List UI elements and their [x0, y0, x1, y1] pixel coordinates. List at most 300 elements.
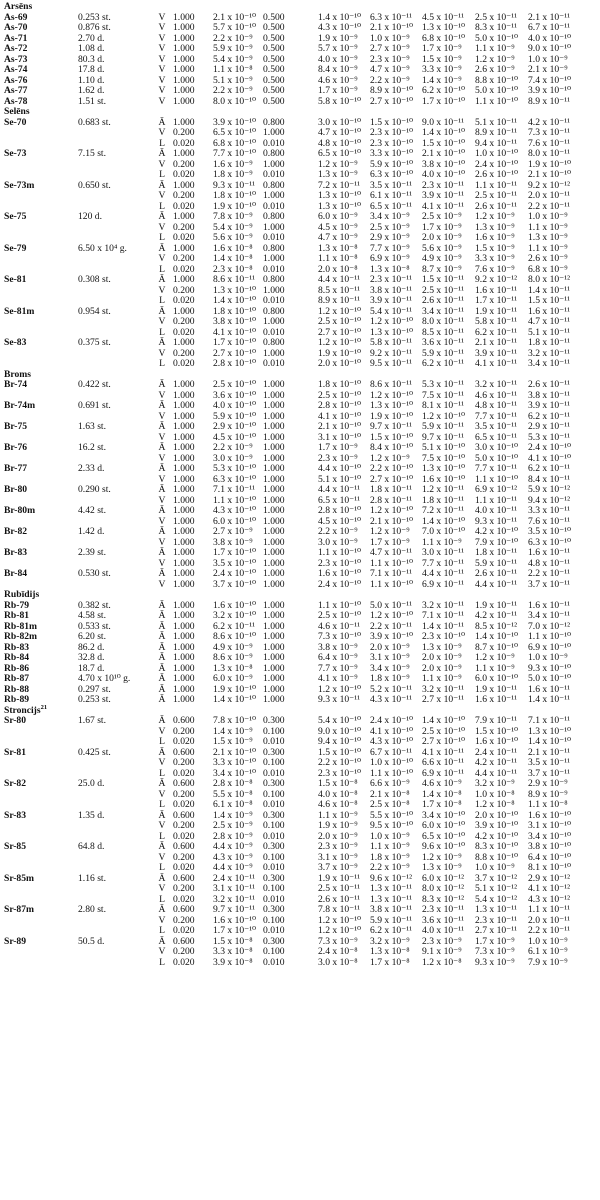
f1-infant: 1.000 — [173, 547, 195, 558]
dose-coefficient-infant: 2.1 x 10⁻¹⁰ — [213, 11, 256, 23]
dose-coefficient-age-10: 5.3 x 10⁻¹¹ — [422, 379, 464, 390]
dose-coefficient-age-15: 3.9 x 10⁻¹⁰ — [475, 820, 518, 831]
f1-adult: 1.000 — [263, 347, 285, 359]
f1-adult: 1.000 — [263, 599, 285, 611]
f1-infant: 0.200 — [173, 883, 195, 894]
half-life: 0.422 st. — [78, 379, 111, 390]
nuclide-name: Sr-80 — [4, 715, 27, 726]
table-row — [0, 97, 600, 108]
dose-coefficient-adult: 1.6 x 10⁻¹¹ — [528, 305, 570, 317]
f1-infant: 0.200 — [173, 158, 195, 170]
f1-infant: 1.000 — [173, 463, 195, 474]
f1-adult: 1.000 — [263, 190, 285, 201]
dose-coefficient-infant: 3.4 x 10⁻¹⁰ — [213, 767, 256, 779]
dose-coefficient-age-10: 3.2 x 10⁻¹¹ — [422, 599, 464, 611]
f1-infant: 0.020 — [173, 232, 195, 243]
dose-coefficient-age-10: 2.1 x 10⁻¹⁰ — [422, 148, 465, 159]
dose-coefficient-age-5: 5.9 x 10⁻¹⁰ — [370, 158, 413, 170]
dose-coefficient-adult: 4.0 x 10⁻¹⁰ — [528, 32, 571, 44]
f1-infant: 1.000 — [173, 85, 195, 96]
f1-adult: 0.800 — [263, 337, 285, 348]
dose-coefficient-age-10: 5.9 x 10⁻¹¹ — [422, 347, 464, 359]
f1-adult: 1.000 — [263, 547, 285, 558]
absorption-class: L — [159, 137, 165, 149]
half-life: 1.16 st. — [78, 872, 106, 884]
dose-coefficient-age-10: 1.7 x 10⁻⁹ — [422, 43, 462, 54]
dose-coefficient-age-10: 7.1 x 10⁻¹¹ — [422, 610, 464, 621]
dose-coefficient-age-15: 8.7 x 10⁻¹⁰ — [475, 641, 518, 653]
dose-coefficient-age-5: 1.1 x 10⁻¹⁰ — [370, 557, 413, 569]
half-life: 64.8 d. — [78, 841, 105, 852]
dose-coefficient-age-5: 1.8 x 10⁻⁹ — [370, 851, 410, 863]
dose-coefficient-age-1: 6.5 x 10⁻¹¹ — [318, 494, 360, 506]
dose-coefficient-age-15: 1.8 x 10⁻¹¹ — [475, 547, 517, 558]
dose-coefficient-infant: 8.6 x 10⁻¹⁰ — [213, 631, 256, 642]
table-row — [0, 737, 600, 748]
dose-coefficient-age-15: 4.2 x 10⁻¹¹ — [475, 610, 517, 621]
f1-adult: 0.010 — [263, 200, 285, 212]
dose-coefficient-infant: 3.3 x 10⁻⁸ — [213, 946, 253, 957]
absorption-class: V — [158, 452, 166, 464]
dose-coefficient-age-15: 8.8 x 10⁻¹⁰ — [475, 74, 518, 86]
table-row — [0, 359, 600, 370]
absorption-class: V — [158, 253, 166, 264]
f1-adult: 1.000 — [263, 568, 285, 579]
f1-adult: 1.000 — [263, 316, 285, 327]
dose-coefficient-age-15: 1.6 x 10⁻¹¹ — [475, 284, 517, 296]
f1-infant: 1.000 — [173, 473, 195, 485]
f1-adult: 0.800 — [263, 148, 285, 159]
absorption-class: V — [158, 32, 166, 44]
absorption-class: V — [158, 127, 166, 138]
absorption-class: L — [159, 956, 165, 968]
nuclide-group — [0, 485, 600, 506]
dose-coefficient-age-5: 1.0 x 10⁻⁹ — [370, 32, 410, 44]
dose-coefficient-adult: 4.1 x 10⁻¹⁰ — [528, 452, 571, 464]
f1-adult: 1.000 — [263, 473, 285, 485]
f1-adult: 0.500 — [263, 11, 285, 23]
dose-coefficient-age-10: 1.2 x 10⁻⁹ — [422, 851, 462, 863]
dose-coefficient-age-1: 8.5 x 10⁻¹¹ — [318, 284, 360, 296]
absorption-class: L — [159, 799, 165, 810]
dose-coefficient-infant: 4.4 x 10⁻⁹ — [213, 862, 253, 873]
f1-infant: 1.000 — [173, 179, 195, 191]
nuclide-name: Sr-81 — [4, 746, 27, 758]
dose-coefficient-age-5: 4.3 x 10⁻¹⁰ — [370, 736, 413, 747]
nuclide-group — [0, 653, 600, 664]
table-row — [0, 506, 600, 517]
dose-coefficient-infant: 1.6 x 10⁻⁹ — [213, 158, 253, 170]
dose-coefficient-age-1: 1.6 x 10⁻¹⁰ — [318, 568, 361, 579]
dose-coefficient-age-1: 7.3 x 10⁻⁹ — [318, 935, 358, 947]
dose-coefficient-age-10: 1.1 x 10⁻⁹ — [422, 536, 462, 548]
dose-coefficient-age-15: 6.5 x 10⁻¹¹ — [475, 431, 517, 443]
dose-coefficient-age-1: 1.2 x 10⁻¹⁰ — [318, 305, 361, 317]
dose-coefficient-age-1: 5.1 x 10⁻¹⁰ — [318, 473, 361, 485]
f1-adult: 0.010 — [263, 736, 285, 747]
dose-coefficient-age-10: 1.6 x 10⁻¹⁰ — [422, 473, 465, 485]
dose-coefficient-adult: 2.6 x 10⁻¹¹ — [528, 379, 570, 390]
absorption-class: Ā — [158, 662, 166, 674]
dose-coefficient-age-5: 8.6 x 10⁻¹¹ — [370, 379, 412, 390]
table-row — [0, 905, 600, 916]
dose-coefficient-age-5: 7.7 x 10⁻⁹ — [370, 242, 410, 254]
dose-coefficient-age-10: 3.6 x 10⁻¹¹ — [422, 337, 464, 348]
f1-adult: 0.300 — [263, 872, 285, 884]
dose-coefficient-infant: 3.8 x 10⁻⁹ — [213, 536, 253, 548]
dose-coefficient-adult: 2.9 x 10⁻¹¹ — [528, 421, 570, 432]
dose-coefficient-age-10: 4.1 x 10⁻¹¹ — [422, 746, 464, 758]
f1-infant: 1.000 — [173, 557, 195, 569]
dose-coefficient-adult: 6.2 x 10⁻¹¹ — [528, 410, 570, 422]
table-row — [0, 611, 600, 622]
dose-coefficient-age-5: 1.8 x 10⁻¹¹ — [370, 484, 412, 495]
dose-coefficient-age-1: 2.2 x 10⁻⁹ — [318, 526, 358, 537]
dose-coefficient-age-15: 2.3 x 10⁻¹¹ — [475, 914, 517, 926]
dose-coefficient-age-5: 8.4 x 10⁻¹⁰ — [370, 442, 413, 453]
f1-adult: 0.100 — [263, 946, 285, 957]
nuclide-group — [0, 44, 600, 55]
absorption-class: V — [158, 190, 166, 201]
f1-adult: 0.010 — [263, 830, 285, 842]
dose-coefficient-age-15: 5.0 x 10⁻¹⁰ — [475, 85, 518, 96]
dose-coefficient-infant: 2.7 x 10⁻¹⁰ — [213, 347, 256, 359]
dose-coefficient-age-5: 7.1 x 10⁻¹¹ — [370, 568, 412, 579]
dose-coefficient-age-10: 2.6 x 10⁻¹¹ — [422, 295, 464, 306]
dose-coefficient-age-15: 2.1 x 10⁻¹¹ — [475, 337, 517, 348]
nuclide-group — [0, 97, 600, 108]
f1-adult: 1.000 — [263, 641, 285, 653]
dose-coefficient-age-5: 3.9 x 10⁻¹⁰ — [370, 631, 413, 642]
absorption-class: V — [158, 473, 166, 485]
f1-adult: 1.000 — [263, 463, 285, 474]
dose-coefficient-age-15: 7.7 x 10⁻¹¹ — [475, 410, 517, 422]
absorption-class: Ā — [158, 652, 166, 663]
dose-coefficient-age-15: 1.1 x 10⁻¹⁰ — [475, 95, 518, 107]
table-row — [0, 580, 600, 591]
dose-coefficient-age-10: 1.8 x 10⁻¹¹ — [422, 494, 464, 506]
dose-coefficient-age-15: 8.9 x 10⁻¹¹ — [475, 127, 517, 138]
dose-coefficient-age-15: 6.0 x 10⁻¹⁰ — [475, 673, 518, 684]
absorption-class: Ā — [158, 620, 166, 632]
dose-coefficient-adult: 6.9 x 10⁻¹⁰ — [528, 641, 571, 653]
dose-coefficient-age-5: 1.0 x 10⁻¹⁰ — [370, 757, 413, 768]
dose-coefficient-age-1: 2.0 x 10⁻¹⁰ — [318, 358, 361, 369]
nuclide-group — [0, 716, 600, 748]
dose-coefficient-age-1: 1.9 x 10⁻⁹ — [318, 32, 358, 44]
dose-coefficient-age-10: 1.7 x 10⁻⁸ — [422, 799, 462, 810]
nuclide-name: Se-83 — [4, 337, 27, 348]
f1-adult: 0.500 — [263, 53, 285, 65]
f1-infant: 1.000 — [173, 400, 195, 411]
dose-coefficient-age-10: 1.4 x 10⁻¹⁰ — [422, 127, 465, 138]
dose-coefficient-age-1: 3.8 x 10⁻⁹ — [318, 641, 358, 653]
absorption-class: Ā — [158, 526, 166, 537]
dose-coefficient-infant: 5.6 x 10⁻⁹ — [213, 232, 253, 243]
dose-coefficient-age-15: 2.6 x 10⁻¹¹ — [475, 200, 517, 212]
dose-coefficient-adult: 8.4 x 10⁻¹¹ — [528, 473, 570, 485]
half-life: 0.253 st. — [78, 11, 111, 23]
half-life: 1.62 d. — [78, 85, 105, 96]
dose-coefficient-infant: 2.2 x 10⁻⁹ — [213, 32, 253, 44]
element-heading — [0, 590, 600, 601]
absorption-class: Ā — [158, 715, 166, 726]
dose-coefficient-infant: 2.2 x 10⁻⁹ — [213, 442, 253, 453]
dose-coefficient-infant: 8.6 x 10⁻⁹ — [213, 652, 253, 663]
dose-coefficient-age-10: 1.7 x 10⁻⁹ — [422, 221, 462, 233]
f1-infant: 1.000 — [173, 389, 195, 401]
dose-coefficient-infant: 5.4 x 10⁻⁹ — [213, 221, 253, 233]
absorption-class: V — [158, 389, 166, 401]
table-row — [0, 800, 600, 811]
f1-adult: 0.100 — [263, 851, 285, 863]
dose-coefficient-age-15: 7.7 x 10⁻¹¹ — [475, 463, 517, 474]
dose-coefficient-age-5: 4.7 x 10⁻⁹ — [370, 64, 410, 75]
dose-coefficient-age-15: 4.2 x 10⁻¹¹ — [475, 757, 517, 768]
dose-coefficient-age-10: 2.0 x 10⁻⁹ — [422, 662, 462, 674]
dose-coefficient-adult: 2.1 x 10⁻¹¹ — [528, 11, 570, 23]
f1-adult: 1.000 — [263, 578, 285, 590]
dose-coefficient-age-10: 1.5 x 10⁻¹⁰ — [422, 137, 465, 149]
half-life: 0.533 st. — [78, 620, 111, 632]
dose-coefficient-age-10: 1.3 x 10⁻⁹ — [422, 862, 462, 873]
absorption-class: Ā — [158, 872, 166, 884]
dose-coefficient-adult: 1.6 x 10⁻¹¹ — [528, 599, 570, 611]
nuclide-name: Br-75 — [4, 421, 28, 432]
dose-coefficient-age-5: 5.8 x 10⁻¹¹ — [370, 337, 412, 348]
dose-coefficient-age-15: 1.9 x 10⁻¹¹ — [475, 305, 517, 317]
dose-coefficient-age-5: 2.1 x 10⁻¹⁰ — [370, 22, 413, 33]
absorption-class: Ā — [158, 694, 166, 705]
dose-coefficient-adult: 1.0 x 10⁻⁹ — [528, 211, 568, 222]
dose-coefficient-adult: 6.3 x 10⁻¹⁰ — [528, 536, 571, 548]
dose-coefficient-age-5: 2.2 x 10⁻⁹ — [370, 74, 410, 86]
nuclide-group — [0, 275, 600, 307]
dose-coefficient-age-10: 2.3 x 10⁻⁹ — [422, 935, 462, 947]
dose-coefficient-age-10: 1.7 x 10⁻¹⁰ — [422, 95, 465, 107]
dose-coefficient-adult: 1.8 x 10⁻¹¹ — [528, 337, 570, 348]
f1-adult: 0.500 — [263, 95, 285, 107]
f1-infant: 1.000 — [173, 95, 195, 107]
f1-infant: 0.020 — [173, 925, 195, 936]
dose-coefficient-age-5: 2.8 x 10⁻¹¹ — [370, 494, 412, 506]
dose-coefficient-age-1: 2.2 x 10⁻¹⁰ — [318, 757, 361, 768]
dose-coefficient-age-5: 1.2 x 10⁻¹⁰ — [370, 316, 413, 327]
absorption-class: L — [159, 295, 165, 306]
dose-coefficient-age-15: 4.2 x 10⁻¹⁰ — [475, 830, 518, 842]
absorption-class: V — [158, 757, 166, 768]
dose-coefficient-age-1: 4.5 x 10⁻¹⁰ — [318, 515, 361, 527]
f1-infant: 0.200 — [173, 757, 195, 768]
absorption-class: L — [159, 326, 165, 338]
f1-infant: 0.200 — [173, 221, 195, 233]
dose-coefficient-age-15: 1.7 x 10⁻¹¹ — [475, 295, 517, 306]
f1-adult: 0.010 — [263, 799, 285, 810]
dose-coefficient-adult: 2.0 x 10⁻¹¹ — [528, 914, 570, 926]
dose-coefficient-age-1: 7.8 x 10⁻¹¹ — [318, 904, 360, 915]
dose-coefficient-age-1: 5.7 x 10⁻⁹ — [318, 43, 358, 54]
dose-coefficient-infant: 1.1 x 10⁻¹⁰ — [213, 494, 256, 506]
f1-adult: 1.000 — [263, 389, 285, 401]
absorption-class: V — [158, 95, 166, 107]
dose-coefficient-age-10: 6.9 x 10⁻¹¹ — [422, 578, 464, 590]
half-life: 0.308 st. — [78, 274, 111, 285]
dose-coefficient-age-10: 2.5 x 10⁻¹⁰ — [422, 725, 465, 737]
dose-coefficient-age-15: 2.6 x 10⁻⁹ — [475, 64, 515, 75]
dose-coefficient-age-10: 8.1 x 10⁻¹¹ — [422, 400, 464, 411]
f1-adult: 0.010 — [263, 295, 285, 306]
dose-coefficient-infant: 7.8 x 10⁻¹⁰ — [213, 715, 256, 726]
dose-coefficient-age-15: 7.9 x 10⁻¹¹ — [475, 715, 517, 726]
dose-coefficient-age-5: 3.1 x 10⁻⁹ — [370, 652, 410, 663]
dose-coefficient-age-15: 1.0 x 10⁻⁹ — [475, 862, 515, 873]
dose-coefficient-age-10: 8.3 x 10⁻¹² — [422, 893, 464, 905]
dose-coefficient-age-1: 4.7 x 10⁻⁹ — [318, 232, 358, 243]
dose-coefficient-infant: 2.5 x 10⁻⁹ — [213, 820, 253, 831]
nuclide-name: Br-76 — [4, 442, 28, 453]
dose-coefficient-adult: 9.2 x 10⁻¹² — [528, 179, 570, 191]
dose-coefficient-infant: 6.3 x 10⁻¹⁰ — [213, 473, 256, 485]
absorption-class: Ā — [158, 809, 166, 821]
dose-coefficient-age-10: 1.2 x 10⁻¹¹ — [422, 484, 464, 495]
dose-coefficient-age-5: 1.7 x 10⁻⁹ — [370, 536, 410, 548]
dose-coefficient-age-1: 1.1 x 10⁻¹⁰ — [318, 547, 361, 558]
dose-coefficient-age-5: 9.5 x 10⁻¹⁰ — [370, 820, 413, 831]
dose-coefficient-age-1: 2.3 x 10⁻¹⁰ — [318, 767, 361, 779]
dose-coefficient-age-1: 4.4 x 10⁻¹¹ — [318, 484, 360, 495]
dose-coefficient-age-15: 1.5 x 10⁻¹⁰ — [475, 725, 518, 737]
nuclide-name: Br-74m — [4, 400, 36, 411]
dose-coefficient-age-15: 1.0 x 10⁻⁸ — [475, 788, 515, 800]
nuclide-name: Sr-83 — [4, 809, 27, 821]
f1-infant: 1.000 — [173, 452, 195, 464]
dose-coefficient-age-1: 3.7 x 10⁻⁹ — [318, 862, 358, 873]
dose-coefficient-age-1: 1.1 x 10⁻⁹ — [318, 809, 358, 821]
dose-coefficient-infant: 3.2 x 10⁻¹⁰ — [213, 610, 256, 621]
dose-coefficient-infant: 2.4 x 10⁻¹⁰ — [213, 568, 256, 579]
absorption-class: L — [159, 232, 165, 243]
nuclide-name: As-76 — [4, 74, 28, 86]
dose-coefficient-age-10: 3.9 x 10⁻¹¹ — [422, 190, 464, 201]
dose-coefficient-adult: 2.2 x 10⁻¹¹ — [528, 925, 570, 936]
f1-infant: 0.020 — [173, 956, 195, 968]
half-life: 0.297 st. — [78, 683, 111, 695]
f1-infant: 0.020 — [173, 358, 195, 369]
f1-infant: 1.000 — [173, 43, 195, 54]
dose-coefficient-adult: 1.0 x 10⁻⁹ — [528, 935, 568, 947]
f1-infant: 1.000 — [173, 578, 195, 590]
dose-coefficient-age-1: 5.8 x 10⁻¹⁰ — [318, 95, 361, 107]
nuclide-group — [0, 443, 600, 464]
element-heading — [0, 2, 600, 13]
dose-coefficient-adult: 9.4 x 10⁻¹² — [528, 494, 570, 506]
dose-coefficient-adult: 3.7 x 10⁻¹¹ — [528, 578, 570, 590]
table-row — [0, 674, 600, 685]
dose-coefficient-infant: 4.1 x 10⁻¹⁰ — [213, 326, 256, 338]
dose-coefficient-age-5: 3.9 x 10⁻¹¹ — [370, 295, 412, 306]
dose-coefficient-age-10: 8.7 x 10⁻⁹ — [422, 263, 462, 275]
absorption-class: Ā — [158, 379, 166, 390]
f1-adult: 0.010 — [263, 326, 285, 338]
nuclide-group — [0, 23, 600, 34]
dose-coefficient-infant: 1.5 x 10⁻⁹ — [213, 736, 253, 747]
table-row — [0, 842, 600, 853]
dose-coefficient-age-10: 1.4 x 10⁻⁹ — [422, 74, 462, 86]
f1-infant: 1.000 — [173, 274, 195, 285]
absorption-class: Ā — [158, 274, 166, 285]
dose-coefficient-age-15: 1.9 x 10⁻¹¹ — [475, 683, 517, 695]
dose-coefficient-age-1: 1.9 x 10⁻¹¹ — [318, 872, 360, 884]
table-row — [0, 947, 600, 958]
dose-coefficient-infant: 4.3 x 10⁻¹⁰ — [213, 505, 256, 516]
dose-coefficient-age-10: 1.2 x 10⁻¹⁰ — [422, 410, 465, 422]
nuclide-name: Rb-81 — [4, 610, 30, 621]
dose-coefficient-infant: 2.5 x 10⁻¹⁰ — [213, 379, 256, 390]
dose-coefficient-infant: 3.9 x 10⁻¹⁰ — [213, 116, 256, 128]
dose-coefficient-age-10: 3.6 x 10⁻¹¹ — [422, 914, 464, 926]
dose-coefficient-infant: 5.5 x 10⁻⁸ — [213, 788, 253, 800]
dose-coefficient-adult: 3.5 x 10⁻¹⁰ — [528, 526, 571, 537]
dose-coefficient-age-5: 1.1 x 10⁻⁹ — [370, 841, 410, 852]
dose-coefficient-age-5: 1.2 x 10⁻⁹ — [370, 526, 410, 537]
f1-infant: 0.020 — [173, 893, 195, 905]
nuclide-name: Rb-88 — [4, 683, 30, 695]
f1-adult: 1.000 — [263, 127, 285, 138]
absorption-class: Ā — [158, 568, 166, 579]
f1-infant: 1.000 — [173, 505, 195, 516]
nuclide-name: Rb-89 — [4, 694, 30, 705]
dose-coefficient-age-10: 7.5 x 10⁻¹⁰ — [422, 452, 465, 464]
absorption-class: Ā — [158, 211, 166, 222]
nuclide-name: Sr-87m — [4, 904, 35, 915]
dose-coefficient-age-5: 9.6 x 10⁻¹² — [370, 872, 412, 884]
f1-infant: 1.000 — [173, 494, 195, 506]
dose-coefficient-infant: 1.5 x 10⁻⁸ — [213, 935, 253, 947]
absorption-class: V — [158, 53, 166, 65]
table-row — [0, 863, 600, 874]
dose-coefficient-age-5: 2.3 x 10⁻⁹ — [370, 53, 410, 65]
dose-coefficient-age-5: 1.8 x 10⁻⁹ — [370, 673, 410, 684]
dose-coefficient-age-1: 6.5 x 10⁻¹⁰ — [318, 148, 361, 159]
table-row — [0, 485, 600, 496]
nuclide-group — [0, 527, 600, 548]
half-life: 4.58 st. — [78, 610, 106, 621]
absorption-class: L — [159, 358, 165, 369]
table-row — [0, 926, 600, 937]
dose-coefficient-age-5: 6.2 x 10⁻¹¹ — [370, 925, 412, 936]
dose-coefficient-age-15: 1.1 x 10⁻¹¹ — [475, 494, 517, 506]
dose-coefficient-age-15: 8.3 x 10⁻¹⁰ — [475, 841, 518, 852]
f1-infant: 1.000 — [173, 431, 195, 443]
dose-coefficient-infant: 5.3 x 10⁻¹⁰ — [213, 463, 256, 474]
dose-coefficient-infant: 3.3 x 10⁻¹⁰ — [213, 757, 256, 768]
dose-coefficient-adult: 3.3 x 10⁻¹¹ — [528, 505, 570, 516]
table-row — [0, 149, 600, 160]
dose-coefficient-age-1: 1.7 x 10⁻⁹ — [318, 442, 358, 453]
dose-coefficient-age-1: 3.1 x 10⁻¹⁰ — [318, 431, 361, 443]
nuclide-name: Br-84 — [4, 568, 28, 579]
dose-coefficient-age-10: 9.6 x 10⁻¹⁰ — [422, 841, 465, 852]
nuclide-group — [0, 86, 600, 97]
f1-infant: 1.000 — [173, 641, 195, 653]
f1-infant: 0.200 — [173, 851, 195, 863]
dose-coefficient-adult: 1.3 x 10⁻⁹ — [528, 232, 568, 243]
dose-coefficient-infant: 1.9 x 10⁻¹⁰ — [213, 200, 256, 212]
table-row — [0, 821, 600, 832]
dose-coefficient-age-15: 1.1 x 10⁻¹¹ — [475, 179, 517, 191]
dose-coefficient-age-5: 9.2 x 10⁻¹¹ — [370, 347, 412, 359]
dose-coefficient-age-10: 9.0 x 10⁻¹¹ — [422, 116, 464, 128]
